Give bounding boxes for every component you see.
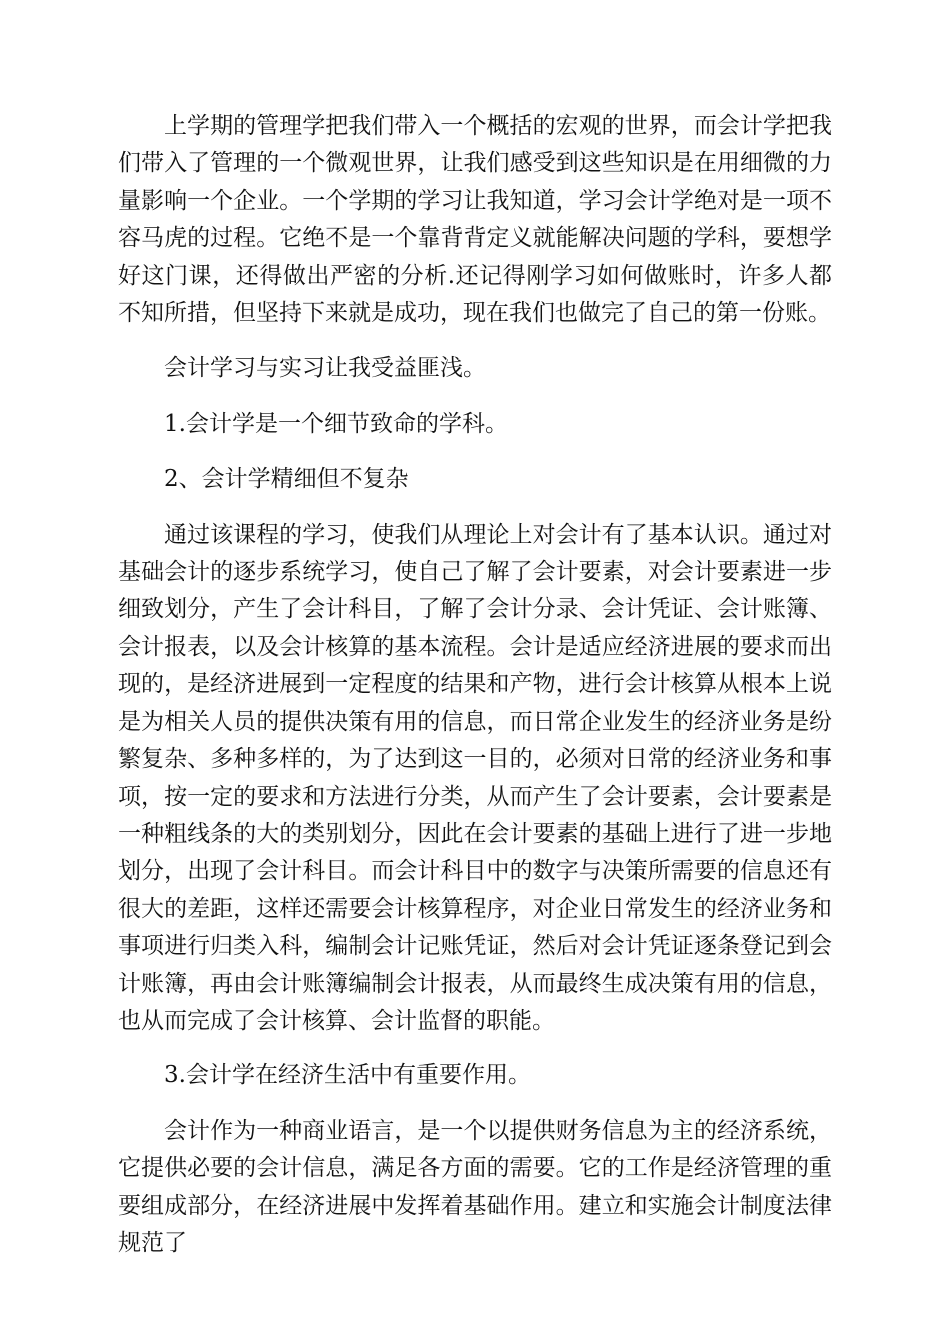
paragraph-summary: 会计学习与实习让我受益匪浅。 xyxy=(164,355,486,382)
paragraph-intro: 上学期的管理学把我们带入一个概括的宏观的世界，而会计学把我们带入了管理的一个微观世界，让我们感受到这些知识是在用细微的力量影响一个企业。一个学期的学习让我知道，学习会计学绝对是一项不容马虎的过程。它绝不是一个靠背背定义就能解决问题的学科，要想学好这门课，还得做出严密的分析.还记得刚学习如何做账时，许多人都不知所措，但坚持下来就是成功，现在我们也做完了自己的第一份账。 xyxy=(118,113,832,327)
point-1-heading: 1.会计学是一个细节致命的学科。 xyxy=(164,410,508,437)
point-3-heading: 3.会计学在经济生活中有重要作用。 xyxy=(164,1062,531,1089)
paragraph-point-2-body: 通过该课程的学习，使我们从理论上对会计有了基本认识。通过对基础会计的逐步系统学习，使自己了解了会计要素，对会计要素进一步细致划分，产生了会计科目，了解了会计分录、会计凭证、会计账簿、会计报表，以及会计核算的基本流程。会计是适应经济进展的要求而出现的，是经济进展到一定程度的结果和产物，进行会计核算从根本上说是为相关人员的提供决策有用的信息，而日常企业发生的经济业务是纷繁复杂、多种多样的，为了达到这一目的，必须对日常的经济业务和事项，按一定的要求和方法进行分类，从而产生了会计要素，会计要素是一种粗线条的大的类别划分，因此在会计要素的基础上进行了进一步地划分，出现了会计科目。而会计科目中的数字与决策所需要的信息还有很大的差距，这样还需要会计核算程序，对企业日常发生的经济业务和事项进行归类入科，编制会计记账凭证，然后对会计凭证逐条登记到会计账簿，再由会计账簿编制会计报表，从而最终生成决策有用的信息，也从而完成了会计核算、会计监督的职能。 xyxy=(118,521,832,1034)
paragraph-point-3-body: 会计作为一种商业语言，是一个以提供财务信息为主的经济系统，它提供必要的会计信息，满足各方面的需要。它的工作是经济管理的重要组成部分，在经济进展中发挥着基础作用。建立和实施会计制度法律规范了 xyxy=(118,1117,832,1256)
point-2-heading: 2、会计学精细但不复杂 xyxy=(164,466,409,493)
